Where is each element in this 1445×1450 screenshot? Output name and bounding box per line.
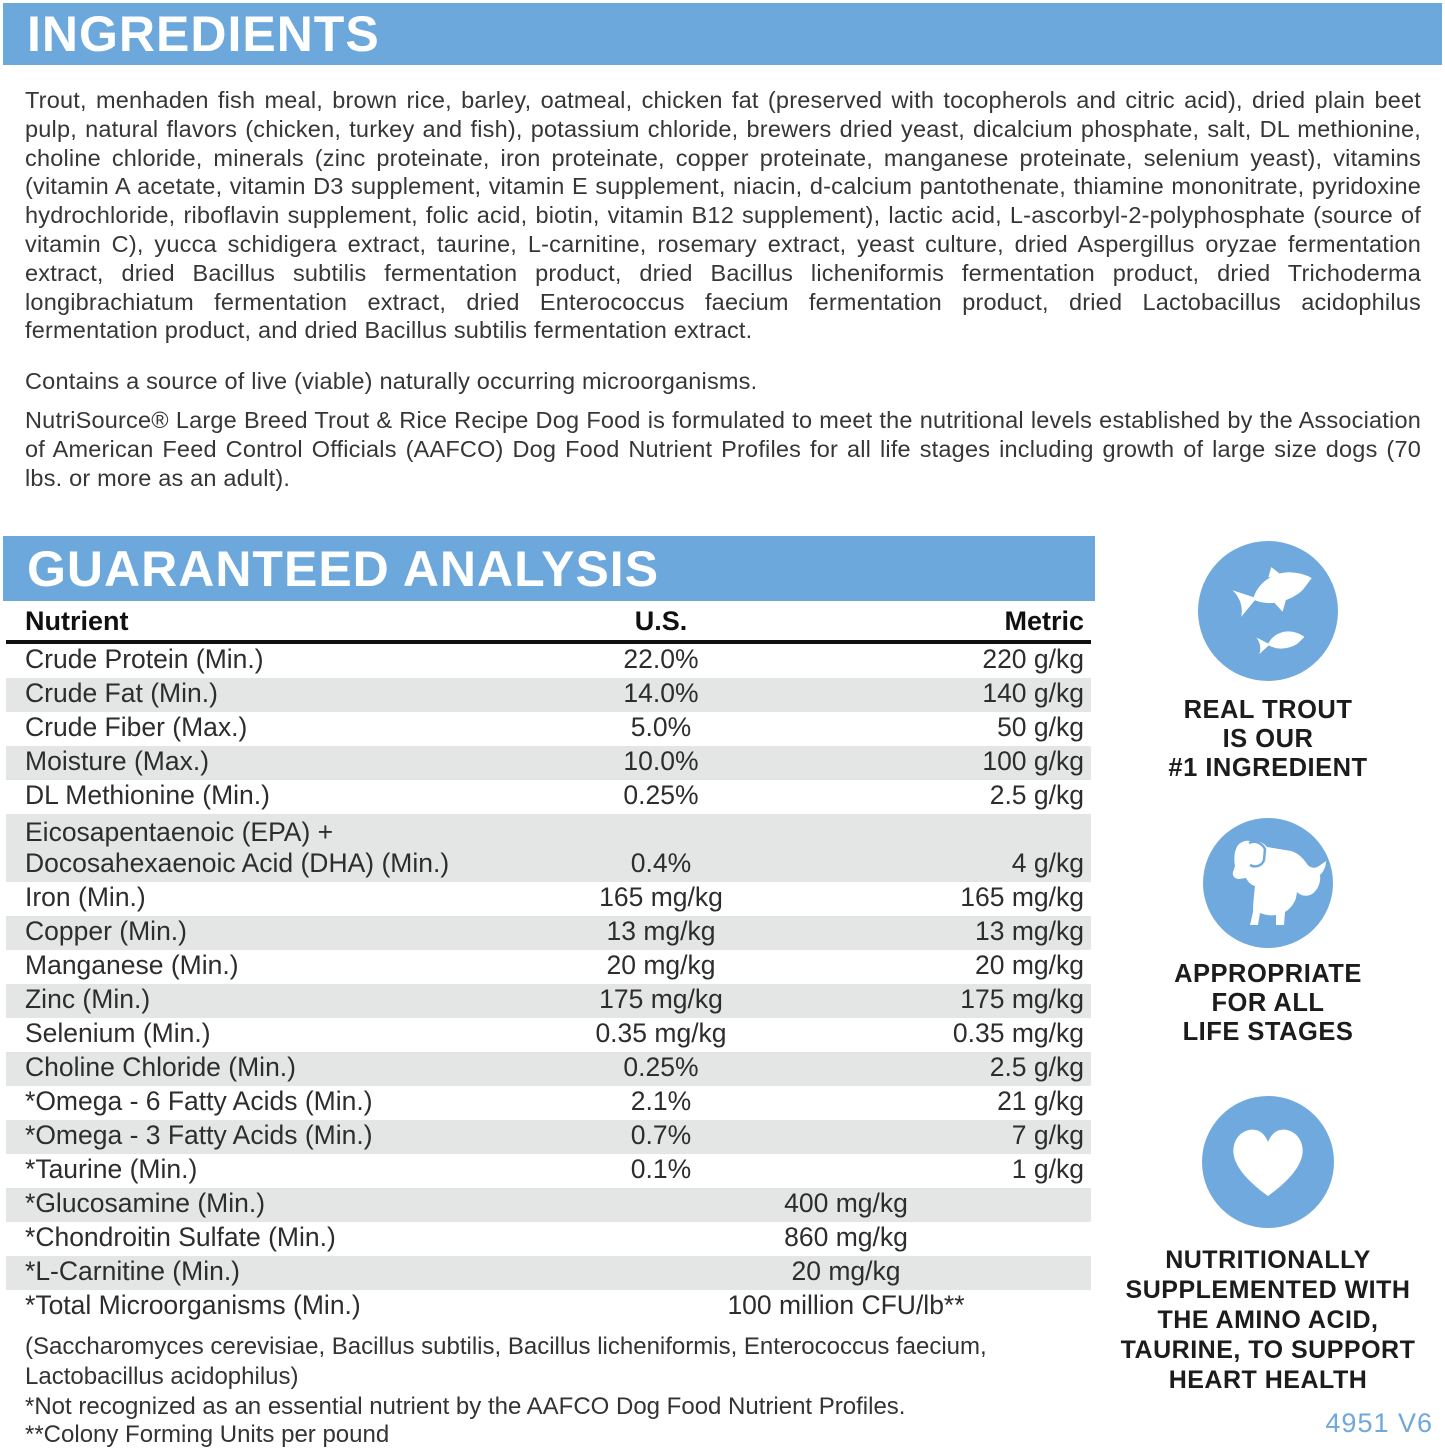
table-row [6,712,1091,746]
nutrient-cell: Crude Fiber (Max.) [25,712,248,742]
aafco-formulation-statement: NutriSource® Large Breed Trout & Rice Recipe Dog Food is formulated to meet the nutritional levels established by the Association of American Feed Control Officials (AAFCO) Dog Food Nutrient Profiles for all life stages including growth of large size dogs (70 lbs. or more as an adult). [25,407,1421,491]
nutrient-cell: Copper (Min.) [25,916,187,946]
us-value-cell: 0.4% [630,848,692,878]
table-row [6,1222,1091,1256]
table-row [6,1154,1091,1188]
metric-value-cell: 0.35 mg/kg [952,1018,1084,1048]
column-header-us: U.S. [634,606,688,636]
table-row [6,950,1091,984]
nutrient-cell: Crude Fat (Min.) [25,678,218,708]
metric-value-cell: 2.5 g/kg [989,1052,1084,1082]
table-row [6,644,1091,678]
dog-icon [1203,818,1333,948]
nutrient-cell: Choline Chloride (Min.) [25,1052,296,1082]
metric-value-cell: 50 g/kg [997,712,1084,742]
metric-value-cell: 13 mg/kg [974,916,1084,946]
metric-value-cell: 175 mg/kg [960,984,1084,1014]
table-row [6,984,1091,1018]
microorganisms-footnote: (Saccharomyces cerevisiae, Bacillus subtilis, Bacillus licheniformis, Enterococcus faecium, Lactobacillus acidophilus) [25,1333,987,1390]
nutrient-cell: Eicosapentaenoic (EPA) + Docosahexaenoic Acid (DHA) (Min.) [25,817,450,878]
guaranteed-analysis-title: GUARANTEED ANALYSIS [27,540,660,597]
real-trout-badge [1098,541,1438,783]
table-row [6,916,1091,950]
nutrient-cell: *Omega - 3 Fatty Acids (Min.) [25,1120,373,1150]
ingredients-paragraph: Trout, menhaden fish meal, brown rice, barley, oatmeal, chicken fat (preserved with tocopherols and citric acid), dried plain beet pulp, natural flavors (chicken, turkey and fish), potassium chloride, brewers dried yeast, dicalcium phosphate, salt, DL methionine, choline chloride, minerals (zinc proteinate, iron proteinate, copper proteinate, manganese proteinate, selenium yeast), vitamins (vitamin A acetate, vitamin D3 supplement, vitamin E supplement, niacin, d-calcium pantothenate, thiamine mononitrate, pyridoxine hydrochloride, riboflavin supplement, folic acid, biotin, vitamin B12 supplement), lactic acid, L-ascorbyl-2-polyphosphate (source of vitamin C), yucca schidigera extract, taurine, L-carnitine, rosemary extract, yeast culture, dried Aspergillus oryzae fermentation extract, dried Bacillus subtilis fermentation product, dried Bacillus licheniformis fermentation product, dried Trichoderma longibrachiatum fermentation extract, dried Enterococcus faecium fermentation product, dried Lactobacillus acidophilus fermentation product, and dried Bacillus subtilis fermentation extract. [25,87,1421,344]
us-value-cell: 20 mg/kg [606,950,716,980]
metric-value-cell: 220 g/kg [982,644,1084,674]
real-trout-caption: REAL TROUT IS OUR #1 INGREDIENT [1168,696,1368,782]
metric-value-cell: 4 g/kg [1011,848,1084,878]
table-row [6,678,1091,712]
nutrient-cell: Iron (Min.) [25,882,146,912]
metric-value-cell: 20 mg/kg [974,950,1084,980]
us-value-cell: 0.25% [623,1052,699,1082]
combined-value-cell: 400 mg/kg [784,1188,908,1218]
combined-value-cell: 20 mg/kg [791,1256,901,1286]
combined-value-cell: 100 million CFU/lb** [727,1290,965,1320]
product-code: 4951 V6 [1325,1408,1433,1438]
table-row [6,1086,1091,1120]
nutrient-cell: Selenium (Min.) [25,1018,211,1048]
metric-value-cell: 140 g/kg [982,678,1084,708]
nutrient-cell: *Taurine (Min.) [25,1154,198,1184]
guaranteed-analysis-table [6,606,1091,1324]
us-value-cell: 10.0% [623,746,699,776]
column-header-nutrient: Nutrient [25,606,129,636]
guaranteed-analysis-section-header [3,536,1095,601]
heart-icon [1202,1096,1334,1228]
nutrient-cell: *L-Carnitine (Min.) [25,1256,241,1286]
nutrient-cell: DL Methionine (Min.) [25,780,270,810]
us-value-cell: 22.0% [623,644,699,674]
nutrient-cell: *Glucosamine (Min.) [25,1188,266,1218]
metric-value-cell: 7 g/kg [1011,1120,1084,1150]
nutrient-cell: Zinc (Min.) [25,984,151,1014]
metric-value-cell: 100 g/kg [982,746,1084,776]
heart-health-caption: NUTRITIONALLY SUPPLEMENTED WITH THE AMINO ACID, TAURINE, TO SUPPORT HEART HEALTH [1120,1246,1416,1394]
ingredients-title: INGREDIENTS [27,6,380,62]
heart-health-badge [1098,1096,1438,1395]
table-row [6,882,1091,916]
us-value-cell: 5.0% [630,712,692,742]
us-value-cell: 14.0% [623,678,699,708]
us-value-cell: 0.35 mg/kg [595,1018,727,1048]
table-row [6,1188,1091,1222]
life-stages-badge [1098,818,1438,1047]
nutrient-cell: *Chondroitin Sulfate (Min.) [25,1222,336,1252]
double-asterisk-footnote: **Colony Forming Units per pound [25,1421,390,1448]
us-value-cell: 175 mg/kg [599,984,723,1014]
table-header-row [6,606,1091,644]
table-row [6,1120,1091,1154]
nutrient-cell: Manganese (Min.) [25,950,239,980]
us-value-cell: 0.1% [630,1154,692,1184]
us-value-cell: 0.25% [623,780,699,810]
asterisk-footnote: *Not recognized as an essential nutrient by the AAFCO Dog Food Nutrient Profiles. [25,1393,906,1420]
nutrient-cell: *Omega - 6 Fatty Acids (Min.) [25,1086,373,1116]
nutrient-cell: *Total Microorganisms (Min.) [25,1290,361,1320]
us-value-cell: 2.1% [630,1086,692,1116]
metric-value-cell: 165 mg/kg [960,882,1084,912]
combined-value-cell: 860 mg/kg [784,1222,908,1252]
metric-value-cell: 2.5 g/kg [989,780,1084,810]
column-header-metric: Metric [1004,606,1084,636]
metric-value-cell: 1 g/kg [1011,1154,1084,1184]
table-row [6,1018,1091,1052]
us-value-cell: 165 mg/kg [599,882,723,912]
metric-value-cell: 21 g/kg [997,1086,1084,1116]
nutrient-cell: Crude Protein (Min.) [25,644,264,674]
contains-statement: Contains a source of live (viable) naturally occurring microorganisms. [25,368,758,394]
table-row [6,746,1091,780]
table-row [6,1290,1091,1324]
trout-icon [1198,541,1338,681]
life-stages-caption: APPROPRIATE FOR ALL LIFE STAGES [1174,960,1362,1046]
us-value-cell: 13 mg/kg [606,916,716,946]
ingredients-section-header [3,3,1442,65]
table-row [6,1052,1091,1086]
table-row [6,780,1091,814]
analysis-table-body [6,644,1091,1324]
table-row [6,814,1091,882]
nutrient-cell: Moisture (Max.) [25,746,210,776]
table-row [6,1256,1091,1290]
us-value-cell: 0.7% [630,1120,692,1150]
